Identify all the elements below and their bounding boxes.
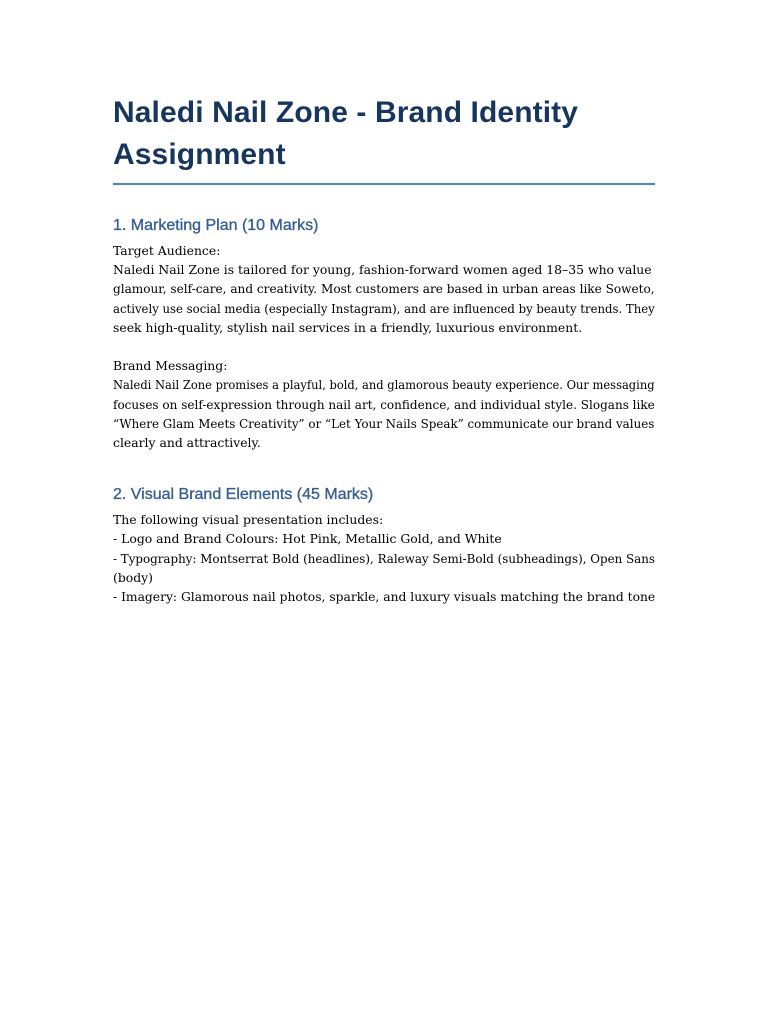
paragraph-line: actively use social media (especially Instagram), and are influenced by beauty trends. They xyxy=(113,300,655,316)
document-page xyxy=(113,92,655,606)
visual-elements-list xyxy=(113,510,655,606)
list-intro: The following visual presentation includes: xyxy=(113,512,384,528)
paragraph-line: Naledi Nail Zone promises a playful, bold, and glamorous beauty experience. Our messaging xyxy=(113,377,655,393)
list-item: - Typography: Montserrat Bold (headlines), Raleway Semi-Bold (subheadings), Open Sans xyxy=(113,550,656,566)
list-item: (body) xyxy=(113,569,153,585)
paragraph-line: clearly and attractively. xyxy=(113,435,261,451)
paragraph-line: “Where Glam Meets Creativity” or “Let Your Nails Speak” communicate our brand values xyxy=(113,415,655,431)
document-title xyxy=(113,92,655,185)
visual-brand-elements-section xyxy=(113,484,655,606)
target-audience-block xyxy=(113,241,655,337)
paragraph-line: Naledi Nail Zone is tailored for young, fashion-forward women aged 18–35 who value xyxy=(113,262,652,278)
section-heading: 1. Marketing Plan (10 Marks) xyxy=(113,217,319,234)
brand-messaging-block xyxy=(113,356,655,452)
brand-messaging-label: Brand Messaging: xyxy=(113,358,228,374)
title-line: Assignment xyxy=(113,138,286,171)
list-item: - Imagery: Glamorous nail photos, sparkle, and luxury visuals matching the brand tone xyxy=(113,589,656,605)
list-item: - Logo and Brand Colours: Hot Pink, Metallic Gold, and White xyxy=(113,531,502,547)
paragraph-line: glamour, self-care, and creativity. Most customers are based in urban areas like Soweto, xyxy=(113,281,655,297)
section-heading: 2. Visual Brand Elements (45 Marks) xyxy=(113,486,374,504)
marketing-plan-section xyxy=(113,215,655,452)
paragraph-line: focuses on self-expression through nail art, confidence, and individual style. Slogans like xyxy=(113,396,655,412)
paragraph-line: seek high-quality, stylish nail services in a friendly, luxurious environment. xyxy=(113,319,583,335)
title-line: Naledi Nail Zone - Brand Identity xyxy=(113,96,579,129)
target-audience-label: Target Audience: xyxy=(113,243,221,258)
